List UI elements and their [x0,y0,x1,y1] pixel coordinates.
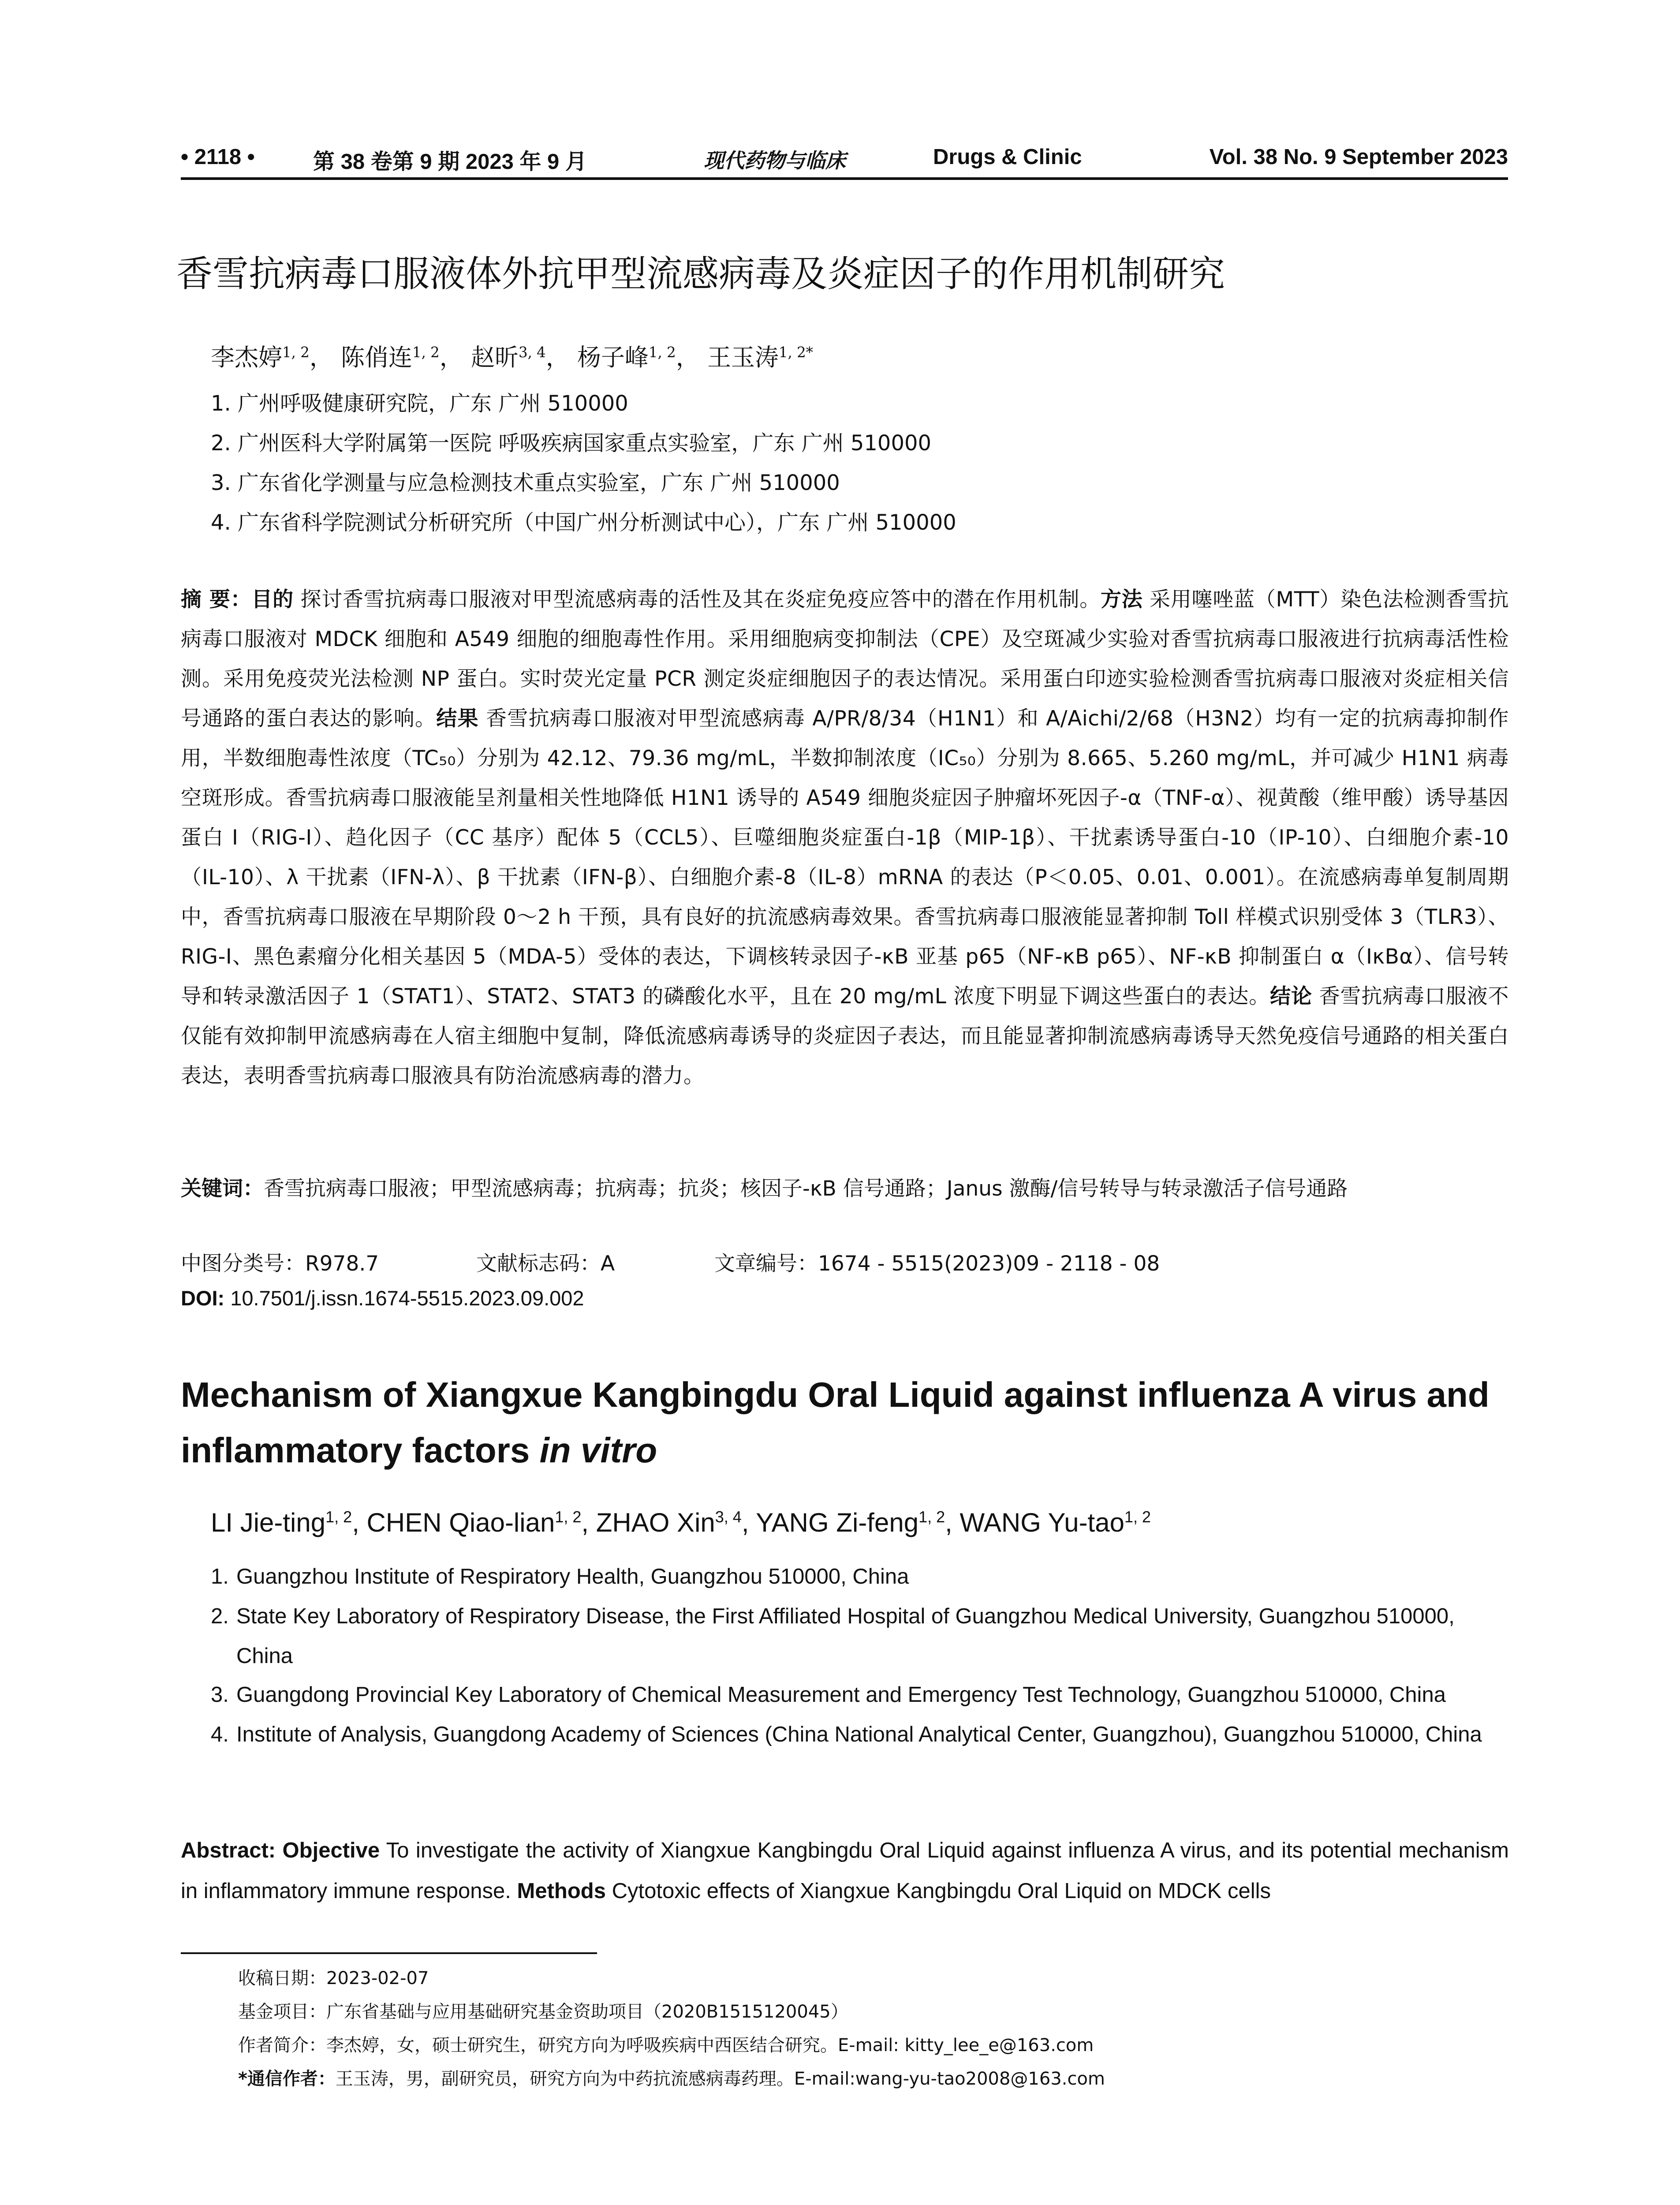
keywords-cn [181,1170,1509,1208]
abstract-label: 摘 要： [181,587,252,612]
results-label: 结果 [436,706,479,731]
title-cn: 香雪抗病毒口服液体外抗甲型流感病毒及炎症因子的作用机制研究 [176,253,1225,295]
journal-name-en: Drugs & Clinic [933,145,1082,169]
doi-line [181,1286,584,1310]
conclusion-label: 结论 [1270,984,1312,1009]
corresponding-label: *通信作者： [238,2069,336,2089]
author-separator: , [741,1508,756,1537]
document-code: 文献标志码：A [476,1252,615,1276]
author-name: ZHAO Xin [596,1508,715,1537]
corresponding-author [238,2062,1105,2096]
author-affiliation-mark: 3, 4 [715,1508,742,1526]
affiliation-number: 4. [211,1723,229,1746]
author-affiliation-mark: 1, 2 [325,1508,352,1526]
abstract-cn [181,580,1509,1096]
author-separator: ， [545,344,570,371]
author-separator: ， [676,344,700,371]
abstract-en [181,1830,1509,1911]
keywords-text: 香雪抗病毒口服液；甲型流感病毒；抗病毒；抗炎；核因子-κB 信号通路；Janus 激酶/信号转导与转录激活子信号通路 [264,1177,1348,1201]
affiliation-en-3 [211,1675,1512,1715]
footnote-divider [181,1952,597,1954]
title-en-italic: in vitro [539,1431,657,1470]
author-bio: 作者简介：李杰婷，女，硕士研究生，研究方向为呼吸疾病中西医结合研究。E-mail: kitty_lee_e@163.com [238,2035,1094,2056]
classification-line [181,1247,1160,1277]
methods-en-label: Methods [517,1879,606,1903]
corresponding-text: 王玉涛，男，副研究员，研究方向为中药抗流感病毒药理。E-mail:wang-yu-tao2008@163.com [335,2069,1105,2089]
affiliation-cn-2: 2. 广州医科大学附属第一医院 呼吸疾病国家重点实验室，广东 广州 510000 [211,431,932,456]
affiliation-text: Guangdong Provincial Key Laboratory of Chemical Measurement and Emergency Test Technology, Guangzhou 510000, China [236,1683,1446,1707]
author-affiliation-mark: 1, 2 [282,344,310,361]
doi-value: 10.7501/j.issn.1674-5515.2023.09.002 [224,1286,584,1310]
title-en-main: Mechanism of Xiangxue Kangbingdu Oral Liquid against influenza A virus and inflammatory factors [181,1375,1490,1470]
author-name: LI Jie-ting [211,1508,326,1537]
author-affiliation-mark: 1, 2 [648,344,676,361]
author-name: 赵昕 [470,344,519,371]
author-separator: , [581,1508,596,1537]
footnotes [238,1962,1105,2096]
author-name: YANG Zi-feng [756,1508,919,1537]
fund-info: 基金项目：广东省基础与应用基础研究基金资助项目（2020B1515120045） [238,2002,848,2022]
affiliation-number: 3. [211,1683,229,1707]
issue-info: 第 38 卷第 9 期 2023 年 9 月 [313,150,587,174]
affiliation-number: 1. [211,1565,229,1588]
abstract-en-label: Abstract: [181,1839,276,1862]
author-affiliation-mark: 3, 4 [518,344,546,361]
affiliation-number: 2. [211,1604,229,1628]
methods-en-text: Cytotoxic effects of Xiangxue Kangbingdu Oral Liquid on MDCK cells [605,1879,1271,1903]
author-affiliation-mark: 1, 2 [412,344,440,361]
affiliation-en-4 [211,1715,1512,1754]
author-affiliation-mark: 1, 2 [918,1508,945,1526]
author-separator: ， [309,344,333,371]
methods-label: 方法 [1100,587,1143,612]
affiliation-en-2 [211,1596,1512,1676]
author-affiliation-mark: 1, 2 [555,1508,582,1526]
author-separator: , [945,1508,960,1537]
affiliation-cn-4: 4. 广东省科学院测试分析研究所（中国广州分析测试中心），广东 广州 510000 [211,510,956,535]
authors-en [211,1507,1151,1538]
author-name: 王玉涛 [707,344,779,371]
author-name: 李杰婷 [211,344,282,371]
clc-number: 中图分类号：R978.7 [181,1252,379,1276]
affiliation-text: State Key Laboratory of Respiratory Disease, the First Affiliated Hospital of Guangzhou Medical University, Guangzhou 510000, China [236,1604,1455,1668]
conclusion-text: 香雪抗病毒口服液不仅能有效抑制甲流感病毒在人宿主细胞中复制，降低流感病毒诱导的炎症因子表达，而且能显著抑制流感病毒诱导天然免疫信号通路的相关蛋白表达，表明香雪抗病毒口服液具有防治流感病毒的潜力。 [181,984,1509,1088]
methods-text: 采用噻唑蓝（MTT）染色法检测香雪抗病毒口服液对 MDCK 细胞和 A549 细胞的细胞毒性作用。采用细胞病变抑制法（CPE）及空斑减少实验对香雪抗病毒口服液进行抗病毒活性检测。采用免疫荧光法检测 NP 蛋白。实时荧光定量 PCR 测定炎症细胞因子的表达情况。采用蛋白印迹实验检测香雪抗病毒口服液对炎症相关信号通路的蛋白表达的影响。 [181,587,1509,731]
author-separator: ， [439,344,463,371]
received-date: 收稿日期：2023-02-07 [238,1968,429,1988]
objective-en-text: To investigate the activity of Xiangxue Kangbingdu Oral Liquid against influenza A virus, and its potential mechanism in inflammatory immune response. [181,1839,1509,1903]
keywords-label: 关键词： [181,1177,264,1201]
author-separator: , [352,1508,367,1537]
title-en [181,1367,1517,1478]
article-number: 文章编号：1674 - 5515(2023)09 - 2118 - 08 [714,1252,1160,1276]
volume-info: Vol. 38 No. 9 September 2023 [1209,145,1508,169]
affiliation-cn-3: 3. 广东省化学测量与应急检测技术重点实验室，广东 广州 510000 [211,471,840,495]
author-affiliation-mark: 1, 2* [778,344,813,361]
affiliation-en-1 [211,1557,1512,1596]
affiliation-text: Guangzhou Institute of Respiratory Health, Guangzhou 510000, China [236,1565,909,1588]
objective-en-label: Objective [282,1839,380,1862]
results-text: 香雪抗病毒口服液对甲型流感病毒 A/PR/8/34（H1N1）和 A/Aichi/2/68（H3N2）均有一定的抗病毒抑制作用，半数细胞毒性浓度（TC₅₀）分别为 42.12、79.36 mg/mL，半数抑制浓度（IC₅₀）分别为 8.665、5.260 mg/mL，并可减少 H1N1 病毒空斑形成。香雪抗病毒口服液能呈剂量相关性地降低 H1N1 诱导的 A549 细胞炎症因子肿瘤坏死因子-α（TNF-α）、视黄酸（维甲酸）诱导基因蛋白 I（RIG-I）、趋化因子（CC 基序）配体 5（CCL5）、巨噬细胞炎症蛋白-1β（MIP-1β）、干扰素诱导蛋白-10（IP-10）、白细胞介素-10（IL-10）、λ 干扰素（IFN-λ）、β 干扰素（IFN-β）、白细胞介素-8（IL-8）mRNA 的表达（P＜0.05、0.01、0.001）。在流感病毒单复制周期中，香雪抗病毒口服液在早期阶段 0～2 h 干预，具有良好的抗流感病毒效果。香雪抗病毒口服液能显著抑制 Toll 样模式识别受体 3（TLR3）、RIG-I、黑色素瘤分化相关基因 5（MDA-5）受体的表达，下调核转录因子-κB 亚基 p65（NF-κB p65）、NF-κB 抑制蛋白 α（IκBα）、信号转导和转录激活因子 1（STAT1）、STAT2、STAT3 的磷酸化水平，且在 20 mg/mL 浓度下明显下调这些蛋白的表达。 [181,706,1509,1009]
objective-text: 探讨香雪抗病毒口服液对甲型流感病毒的活性及其在炎症免疫应答中的潜在作用机制。 [293,587,1101,612]
authors-cn [211,339,813,373]
affiliation-text: Institute of Analysis, Guangdong Academy of Sciences (China National Analytical Center, Guangzhou), Guangzhou 510000, China [236,1723,1482,1746]
journal-name-cn: 现代药物与临床 [704,149,846,172]
objective-label: 目的 [251,587,294,612]
doi-label: DOI: [181,1286,225,1310]
running-header [181,140,1508,180]
author-name: 杨子峰 [577,344,649,371]
author-name: 陈俏连 [340,344,412,371]
author-name: WANG Yu-tao [959,1508,1124,1537]
affiliation-cn-1: 1. 广州呼吸健康研究院，广东 广州 510000 [211,391,628,416]
page-number: • 2118 • [181,145,255,169]
author-affiliation-mark: 1, 2 [1124,1508,1151,1526]
author-name: CHEN Qiao-lian [366,1508,555,1537]
